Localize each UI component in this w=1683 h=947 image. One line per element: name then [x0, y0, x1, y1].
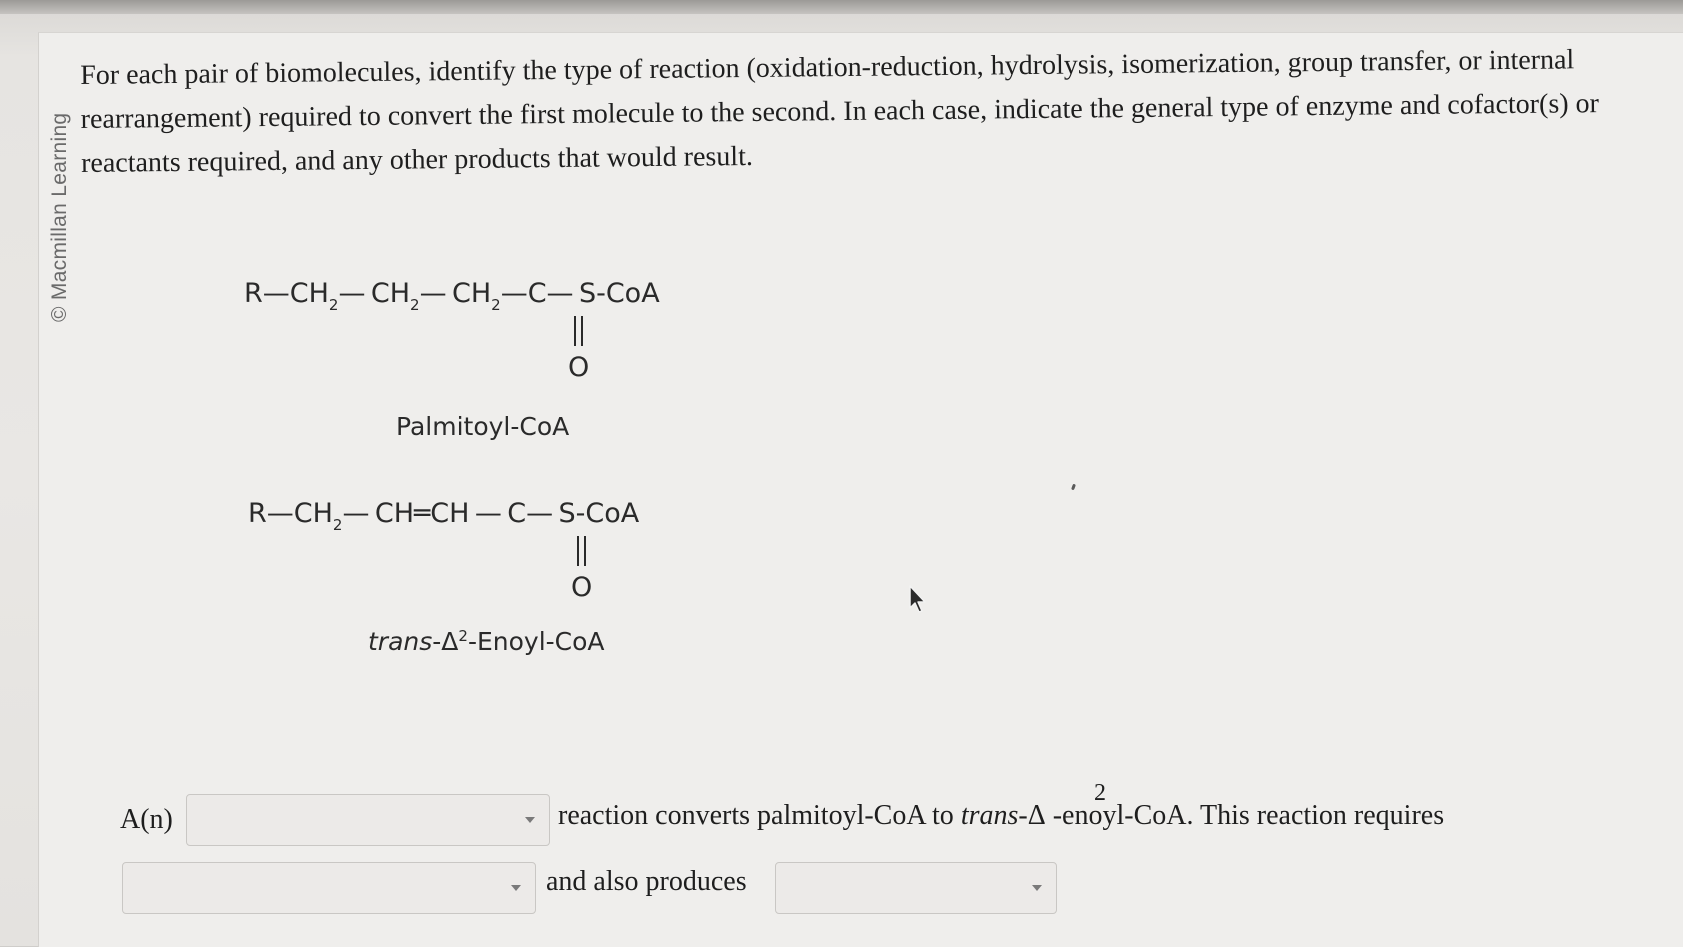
double-bond	[574, 316, 583, 346]
trans-italic: trans	[960, 800, 1019, 831]
ch2-group: CH	[293, 498, 333, 529]
answer-sentence-2: and also produces	[546, 866, 747, 897]
subscript: 2	[491, 296, 501, 314]
ch2-group: CH	[289, 278, 329, 309]
subscript: 2	[332, 516, 343, 534]
ch-group: CH	[374, 498, 415, 529]
delta-superscript: 2	[1094, 780, 1106, 806]
carbonyl-carbon: C	[507, 498, 527, 529]
chevron-down-icon	[525, 817, 535, 823]
carbonyl-carbon: C	[527, 278, 547, 309]
mouse-pointer-icon	[908, 584, 930, 616]
molecule-1-name: Palmitoyl-CoA	[396, 412, 570, 441]
carbonyl-oxygen: O	[571, 572, 593, 603]
subscript: 2	[410, 296, 420, 314]
question-text: For each pair of biomolecules, identify the type of reaction (oxidation-reduction, hydrolysis, isomerization, group transfer, or internal rearrangement) required to convert the first molecule to the second. In each case, indicate the general type of enzyme and cofactor(s) or reactants required, and any other products that would result.	[80, 44, 1600, 179]
double-bond	[577, 536, 586, 566]
sentence-part: -enoyl-CoA. This reaction requires	[1052, 800, 1445, 831]
answer-sentence-1	[558, 800, 1444, 832]
chevron-down-icon	[511, 885, 521, 891]
carbonyl-oxygen: O	[568, 352, 590, 383]
r-group: R	[244, 278, 263, 309]
browser-top-edge	[0, 0, 1683, 14]
delta-symbol: -Δ	[1018, 800, 1046, 831]
enoyl-suffix: -Enoyl-CoA	[467, 627, 605, 656]
delta-symbol: -Δ	[432, 627, 459, 656]
ch2-group: CH	[370, 278, 411, 309]
molecule-1-structure: $R—CH_2—$ $CH_2—$ $CH_2—C—$ S-CoA	[244, 278, 660, 314]
answer-prefix: A(n)	[120, 804, 173, 835]
r-group: R	[248, 498, 267, 529]
products-dropdown[interactable]	[775, 862, 1057, 914]
copyright-credit: © Macmillan Learning	[48, 112, 71, 322]
coa-group: S-CoA	[578, 278, 660, 309]
molecule-2-structure: $R—CH_2—$ CH═CH — C— S-CoA	[248, 498, 640, 534]
reaction-type-dropdown[interactable]	[186, 794, 550, 846]
chevron-down-icon	[1032, 885, 1042, 891]
sentence-part: reaction converts palmitoyl-CoA to	[558, 800, 961, 831]
subscript: 2	[328, 296, 339, 314]
ch-group: CH	[430, 498, 470, 529]
molecule-2-name	[368, 627, 605, 656]
coa-group: S-CoA	[558, 498, 640, 529]
trans-prefix: trans	[368, 627, 433, 656]
delta-superscript: 2	[458, 627, 468, 645]
ch2-group: CH	[451, 278, 492, 309]
requirements-dropdown[interactable]	[122, 862, 536, 914]
